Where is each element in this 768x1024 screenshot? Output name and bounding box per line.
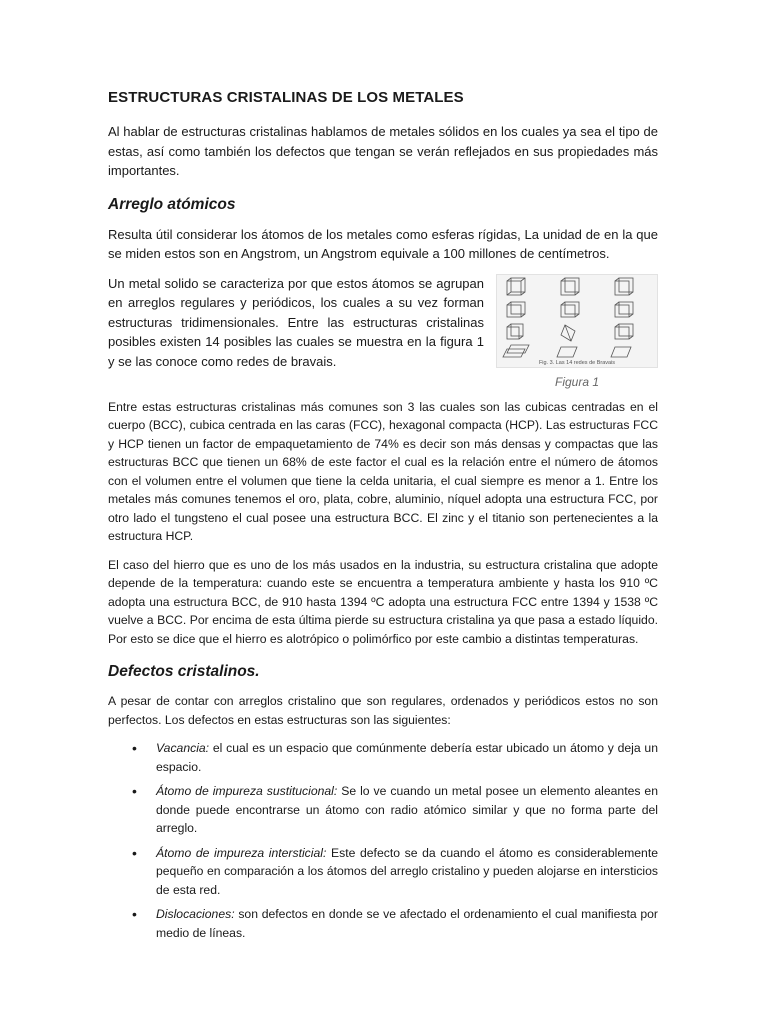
document-body (108, 88, 658, 948)
paragraph-redes-bravais: Un metal solido se caracteriza por que estos átomos se agrupan en arreglos regulares y periódicos, los cuales a su vez forman estructuras tridimensionales. Entre las estructuras cristalinas posibles existen 14 posibles las cuales se muestra en la figura 1 y se las conoce como redes de bravais. (108, 275, 484, 369)
list-item-text: Este defecto se da cuando el átomo es considerablemente pequeño en comparación a los átomos del arreglo cristalino y pueden alojarse en intersticios de esta red. (156, 845, 658, 897)
list-item-term: Vacancia: (156, 741, 210, 755)
paragraph-hierro: El caso del hierro que es uno de los más usados en la industria, su estructura cristalina que adopte depende de la temperatura: cuando este se encuentra a temperatura ambiente y hasta los 910 ºC adopta una estructura BCC, de 910 hasta 1394 ºC adopta una estructura FCC entre 1394 y 1538 ºC vuelve a BCC. Por encima de esta última pierde su estructura cristalina ya que pasa a estado líquido. Por esto se dice que el hierro es alotrópico o polimórfico por este cambio a distintas temperaturas. (108, 557, 658, 646)
bravais-figure (496, 274, 658, 390)
list-item-intersticial (108, 844, 658, 900)
bullet-icon: • (132, 844, 137, 861)
document-title: ESTRUCTURAS CRISTALINAS DE LOS METALES (108, 89, 464, 106)
paragraph-estructuras-comunes: Entre estas estructuras cristalinas más comunes son 3 las cuales son las cubicas centradas en el cuerpo (BCC), cubica centrada en las caras (FCC), hexagonal compacta (HCP). Las estructuras FCC y HCP tienen un factor de empaquetamiento de 74% es decir son más densas y compactas que las estructuras BCC que tienen un 68% de este factor el cual es la relación entre el número de átomos con el volumen entre el volumen que tiene la celda unitaria, el cual siempre es menor a 1. Entre los metales más comunes tenemos el oro, plata, cobre, aluminio, níquel adopta una estructura FCC, por otro lado el tungsteno el cual posee una estructura BCC. El zinc y el titanio son pertenecientes a la estructura HCP. (108, 399, 658, 543)
list-item-vacancia (108, 739, 658, 776)
bravais-lattices-image (496, 274, 658, 368)
paragraph-defectos-intro: A pesar de contar con arreglos cristalino que son regulares, ordenados y periódicos estos no son perfectos. Los defectos en estas estructuras son las siguientes: (108, 694, 658, 727)
bullet-icon: • (132, 906, 137, 922)
list-item-text: son defectos en donde se ve afectado el ordenamiento el cual manifiesta por medio de líneas. (156, 907, 658, 940)
figure-inner-caption: Fig. 3. Las 14 redes de Bravais (538, 359, 616, 366)
list-item-term: Átomo de impureza sustitucional: (156, 784, 338, 798)
list-item-term: Dislocaciones: (156, 907, 235, 921)
list-item-dislocaciones (108, 905, 658, 942)
paragraph-esferas: Resulta útil considerar los átomos de los metales como esferas rígidas, La unidad de en la que se miden estos son en Angstrom, un Angstrom equivale a 100 millones de centímetros. (108, 226, 658, 261)
bullet-icon: • (132, 783, 137, 799)
paragraph-with-figure (108, 274, 658, 390)
figure-caption: Figura 1 (554, 374, 600, 389)
bravais-lattices-drawing (497, 275, 657, 367)
list-item-text: el cual es un espacio que comúnmente debería estar ubicado un átomo y deja un espacio. (156, 741, 658, 774)
defects-list (108, 739, 658, 942)
intro-paragraph: Al hablar de estructuras cristalinas hablamos de metales sólidos en los cuales ya sea el tipo de estas, así como también los defectos que tengan se verán reflejados en sus propiedades más importantes. (108, 124, 658, 178)
list-item-term: Átomo de impureza intersticial: (156, 845, 327, 860)
list-item-text: Se lo ve cuando un metal posee un elemento aleantes en donde puede encontrarse un átomo con radio atómico similar y que no forma parte del arreglo. (156, 784, 658, 835)
list-item-sustitucional (108, 782, 658, 838)
section-heading-arreglo: Arreglo atómicos (108, 195, 236, 213)
bullet-icon: • (132, 740, 137, 756)
section-heading-defectos: Defectos cristalinos. (108, 663, 260, 680)
